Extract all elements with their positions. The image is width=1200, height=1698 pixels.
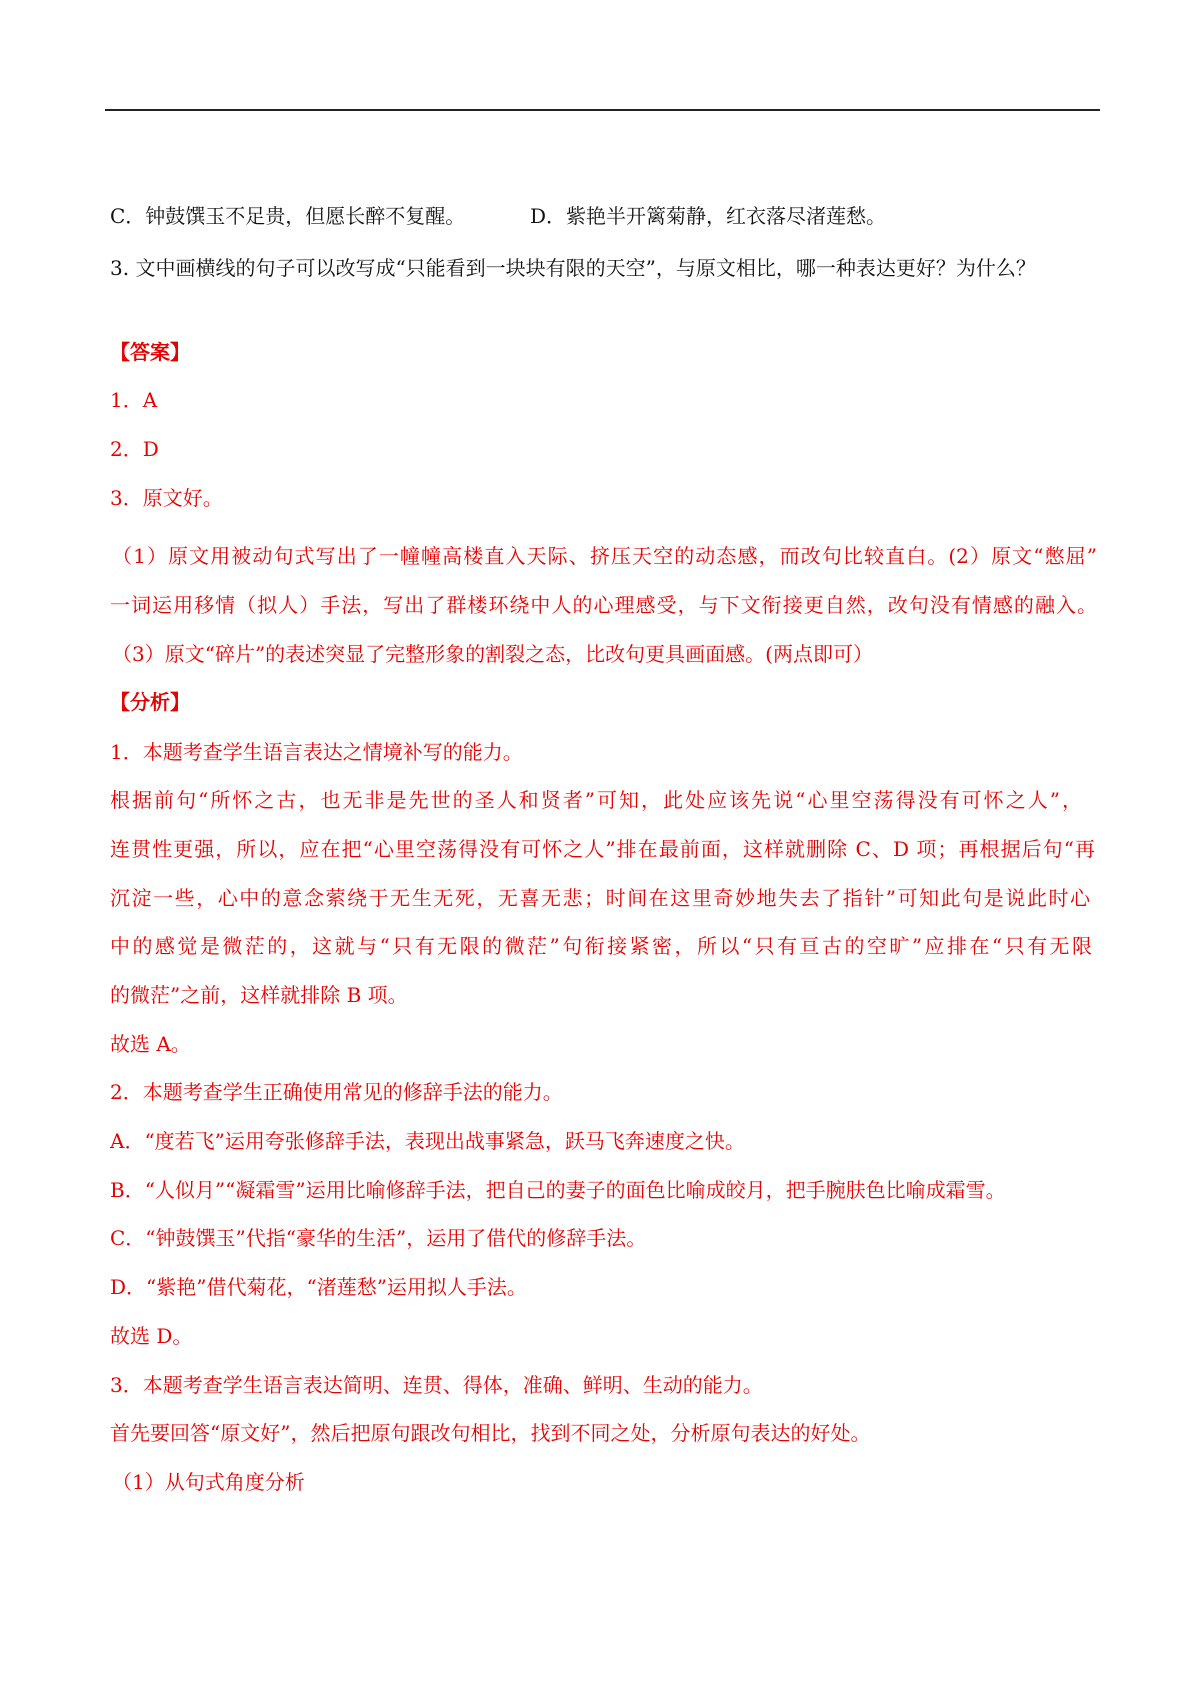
answer-3: 3．原文好。 xyxy=(110,486,223,510)
analysis-q2-option: D．“紫艳”借代菊花，“渚莲愁”运用拟人手法。 xyxy=(110,1275,527,1299)
question-3: 3. 文中画横线的句子可以改写成“只能看到一块块有限的天空”，与原文相比，哪一种表达更好？为什么？ xyxy=(110,256,1036,280)
analysis-q1-line: 的微茫”之前，这样就排除 B 项。 xyxy=(110,983,408,1007)
analysis-q1-line: 沉淀一些，心中的意念萦绕于无生无死，无喜无悲；时间在这里奇妙地失去了指针”可知此句是说此时心 xyxy=(110,886,1090,910)
analysis-heading: 【分析】 xyxy=(110,690,190,714)
answer-detail-line: 一词运用移情（拟人）手法，写出了群楼环绕中人的心理感受，与下文衔接更自然，改句没有情感的融入。 xyxy=(110,593,1097,617)
answer-heading: 【答案】 xyxy=(110,340,190,364)
analysis-q2-option: B．“人似月”“凝霜雪”运用比喻修辞手法，把自己的妻子的面色比喻成皎月，把手腕肤色比喻成霜雪。 xyxy=(110,1178,1006,1202)
answer-detail-line: （3）原文“碎片”的表述突显了完整形象的割裂之态，比改句更具画面感。(两点即可） xyxy=(112,642,873,666)
analysis-q2-conclusion: 故选 D。 xyxy=(110,1324,193,1348)
analysis-q1-conclusion: 故选 A。 xyxy=(110,1032,191,1056)
analysis-q1-line: 根据前句“所怀之古，也无非是先世的圣人和贤者”可知，此处应该先说“心里空荡得没有可怀之人”， xyxy=(110,788,1082,812)
answer-1: 1．A xyxy=(110,388,158,412)
analysis-q2-option: C．“钟鼓馔玉”代指“豪华的生活”，运用了借代的修辞手法。 xyxy=(110,1226,647,1250)
analysis-q2-option: A．“度若飞”运用夸张修辞手法，表现出战事紧急，跃马飞奔速度之快。 xyxy=(110,1129,745,1153)
header-rule xyxy=(105,109,1100,111)
analysis-q3-intro: 3．本题考查学生语言表达简明、连贯、得体，准确、鲜明、生动的能力。 xyxy=(110,1373,763,1397)
answer-2: 2．D xyxy=(110,437,159,461)
analysis-q1-intro: 1．本题考查学生语言表达之情境补写的能力。 xyxy=(110,740,523,764)
option-d: D．紫艳半开篱菊静，红衣落尽渚莲愁。 xyxy=(530,204,887,228)
analysis-q3-body: 首先要回答“原文好”，然后把原句跟改句相比，找到不同之处，分析原句表达的好处。 xyxy=(110,1421,871,1445)
analysis-q1-line: 中的感觉是微茫的，这就与“只有无限的微茫”句衔接紧密，所以“只有亘古的空旷”应排在“只有无限 xyxy=(110,934,1092,958)
answer-detail-line: （1）原文用被动句式写出了一幢幢高楼直入天际、挤压天空的动态感，而改句比较直白。(2）原文“憋屈” xyxy=(112,544,1097,568)
analysis-q3-sub1: （1）从句式角度分析 xyxy=(112,1470,305,1494)
analysis-q2-intro: 2．本题考查学生正确使用常见的修辞手法的能力。 xyxy=(110,1080,563,1104)
analysis-q1-line: 连贯性更强，所以，应在把“心里空荡得没有可怀之人”排在最前面，这样就删除 C、D 项；再根据后句“再 xyxy=(110,837,1095,861)
option-c: C．钟鼓馔玉不足贵，但愿长醉不复醒。 xyxy=(110,204,466,228)
